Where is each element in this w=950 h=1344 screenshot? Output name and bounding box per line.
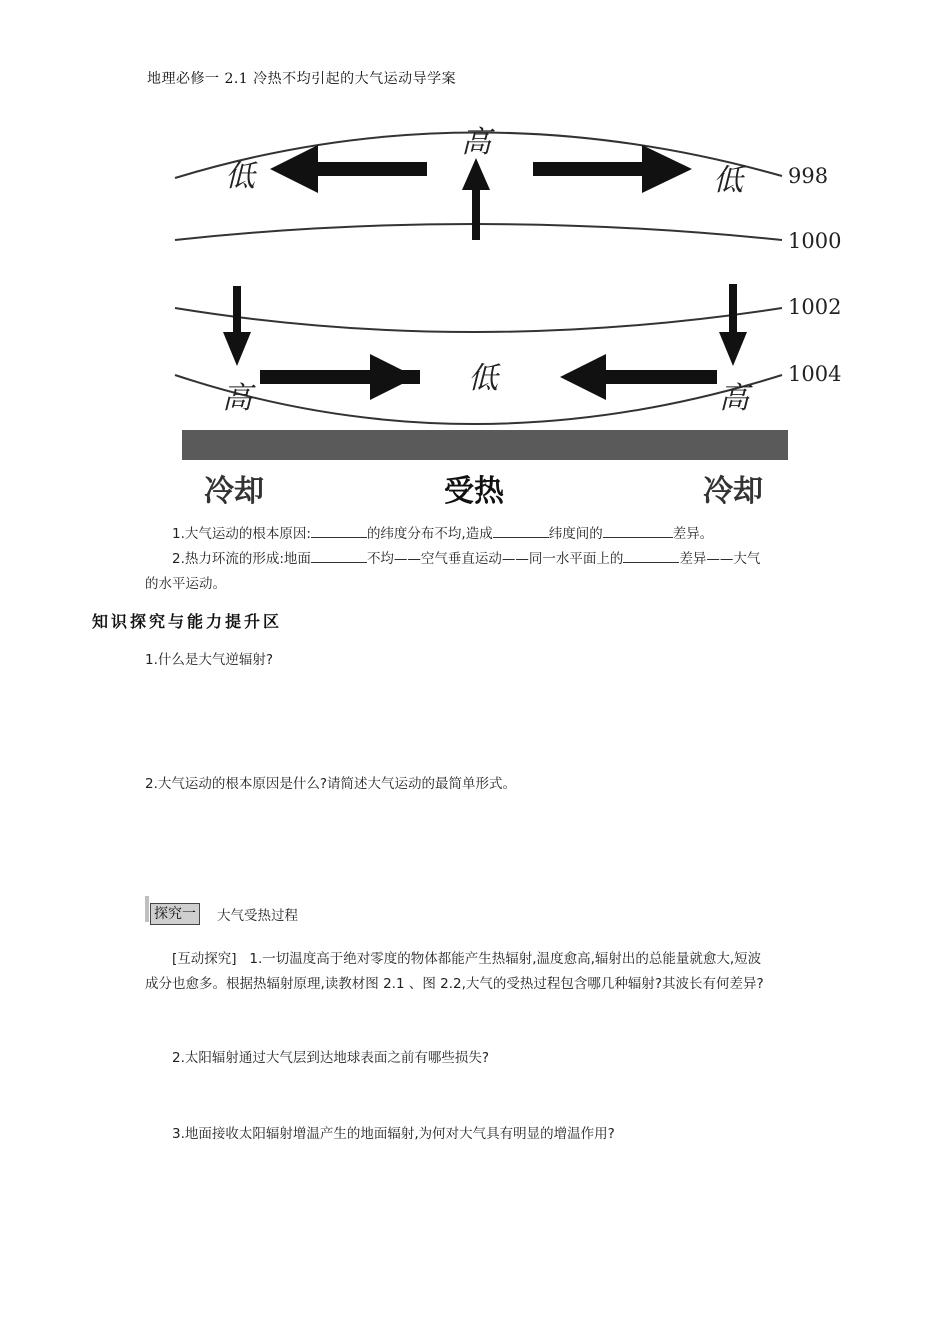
explore-paragraph-3: 3.地面接收太阳辐射增温产生的地面辐射,为何对大气具有明显的增温作用? (172, 1126, 615, 1142)
arrow-up-center (462, 158, 490, 240)
interactive-explore-tag: [互动探究] (172, 951, 237, 967)
explore-title: 大气受热过程 (217, 908, 298, 924)
label-top-right-low: 低 (713, 163, 743, 198)
label-bottom-left-high: 高 (222, 381, 252, 416)
thermal-circulation-diagram (170, 118, 850, 513)
isobar-1004-label: 1004 (788, 362, 842, 386)
arrow-top-left (270, 145, 427, 193)
explore-paragraph-1-line-2: 成分也愈多。根据热辐射原理,读教材图 2.1 、图 2.2,大气的受热过程包含哪几种辐射?其波长有何差异? (145, 976, 764, 992)
isobar-1002-line (175, 308, 782, 332)
explore-badge: 探究一 (150, 903, 200, 925)
ground-label-right: 冷却 (703, 474, 763, 509)
ground-label-center: 受热 (444, 474, 504, 509)
fill-item-1: 1.大气运动的根本原因: 的纬度分布不均,造成 纬度间的 差异。 (172, 522, 713, 546)
question-2: 2.大气运动的根本原因是什么?请简述大气运动的最简单形式。 (145, 776, 517, 792)
arrow-top-right (533, 145, 692, 193)
question-1: 1.什么是大气逆辐射? (145, 652, 274, 668)
arrow-down-left (223, 286, 251, 366)
blank-field[interactable] (493, 523, 549, 538)
section-title: 知识探究与能力提升区 (92, 612, 283, 631)
fill-item-2-continued: 的水平运动。 (145, 576, 226, 592)
label-top-high: 高 (461, 125, 491, 160)
explore-paragraph-1-line-1: [互动探究] 1.一切温度高于绝对零度的物体都能产生热辐射,温度愈高,辐射出的总能量就愈大,短波 (172, 951, 762, 967)
document-header: 地理必修一 2.1 冷热不均引起的大气运动导学案 (147, 71, 457, 87)
blank-field[interactable] (603, 523, 673, 538)
badge-accent-bar (145, 896, 149, 922)
explore-paragraph-2: 2.太阳辐射通过大气层到达地球表面之前有哪些损失? (172, 1050, 490, 1066)
label-bottom-right-high: 高 (719, 381, 749, 416)
arrow-bottom-right (260, 354, 420, 400)
arrow-down-right (719, 284, 747, 366)
blank-field[interactable] (311, 523, 367, 538)
isobar-1000-label: 1000 (788, 229, 842, 253)
blank-field[interactable] (623, 548, 679, 563)
isobar-998-label: 998 (788, 164, 829, 188)
isobar-1002-label: 1002 (788, 295, 842, 319)
label-top-left-low: 低 (225, 159, 255, 194)
blank-field[interactable] (311, 548, 367, 563)
ground-label-left: 冷却 (204, 474, 264, 509)
ground-bar (182, 430, 788, 460)
arrow-bottom-left (560, 354, 717, 400)
label-bottom-center-low: 低 (468, 361, 498, 396)
fill-item-2: 2.热力环流的形成:地面 不均——空气垂直运动——同一水平面上的 差异——大气 (172, 547, 760, 571)
